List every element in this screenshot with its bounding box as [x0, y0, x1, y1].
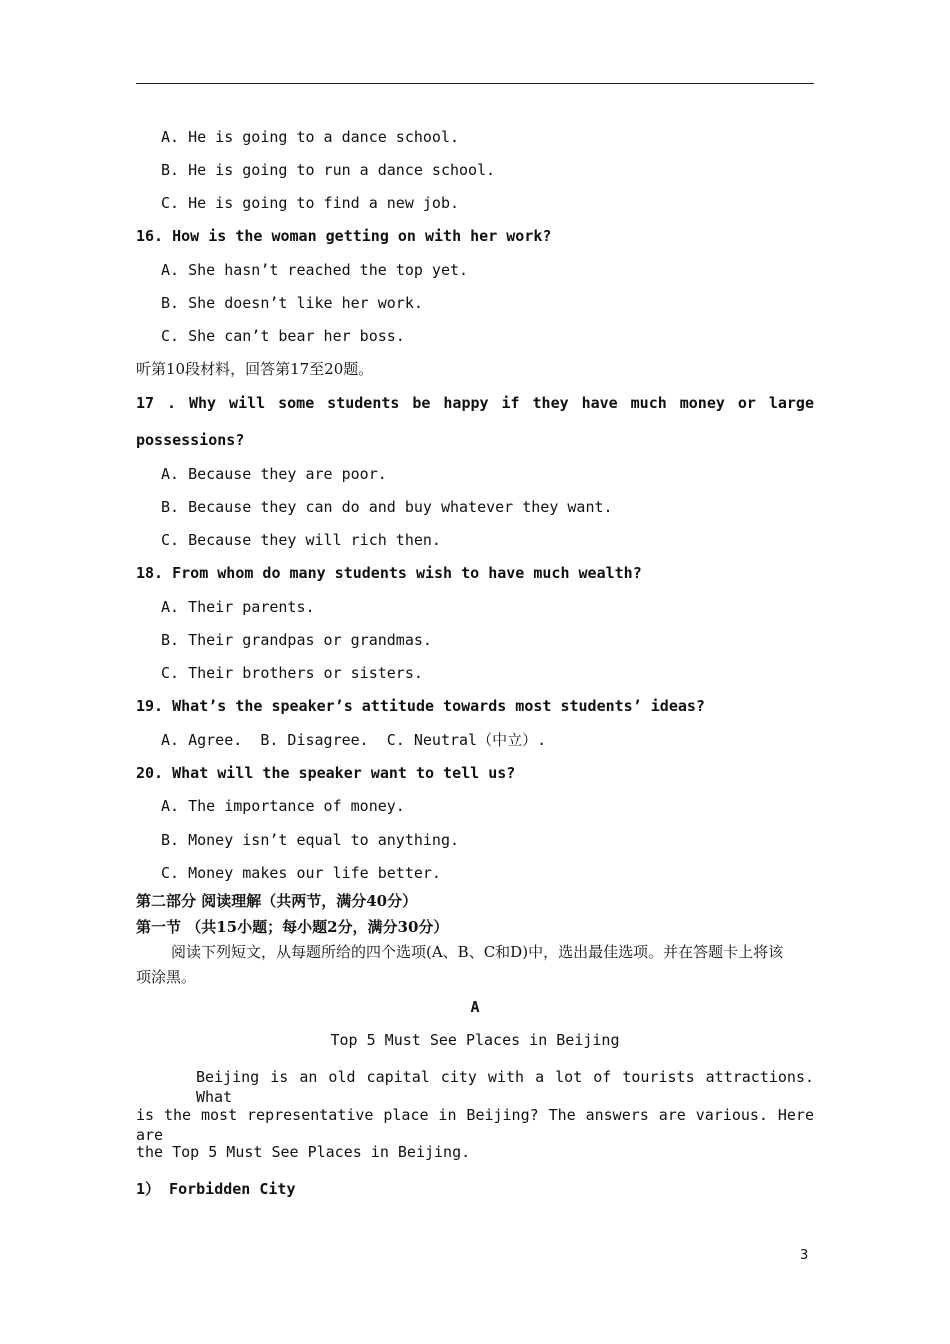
passage-line-2: is the most representative place in Beijing? The answers are various. Here are — [136, 1106, 814, 1144]
section1-heading: 第一节 （共15小题；每小题2分，满分30分） — [136, 918, 449, 936]
q17-stem-line1: 17 . Why will some students be happy if they have much money or large — [136, 394, 814, 412]
header-rule — [136, 83, 814, 84]
q16-option-a: A. She hasn’t reached the top yet. — [161, 261, 469, 279]
passage-line-3: the Top 5 Must See Places in Beijing. — [136, 1143, 471, 1161]
q17-option-b: B. Because they can do and buy whatever they want. — [161, 498, 613, 516]
q15-option-a: A. He is going to a dance school. — [161, 128, 460, 146]
q17-option-a: A. Because they are poor. — [161, 465, 387, 483]
q18-option-c: C. Their brothers or sisters. — [161, 664, 423, 682]
passage-letter: A — [470, 998, 480, 1016]
q18-option-b: B. Their grandpas or grandmas. — [161, 631, 432, 649]
q16-stem: 16. How is the woman getting on with her work? — [136, 227, 552, 245]
q16-option-b: B. She doesn’t like her work. — [161, 294, 423, 312]
q20-option-b: B. Money isn’t equal to anything. — [161, 831, 460, 849]
subheading-forbidden-city: 1） Forbidden City — [136, 1180, 296, 1198]
q20-option-c: C. Money makes our life better. — [161, 864, 441, 882]
listening-instruction: 听第10段材料，回答第17至20题。 — [136, 360, 374, 378]
q15-option-b: B. He is going to run a dance school. — [161, 161, 496, 179]
q19-stem: 19. What’s the speaker’s attitude towards most students’ ideas? — [136, 697, 705, 715]
part2-heading: 第二部分 阅读理解（共两节，满分40分） — [136, 892, 418, 910]
q20-option-a: A. The importance of money. — [161, 797, 405, 815]
reading-instruction-line1: 阅读下列短文，从每题所给的四个选项(A、B、C和D)中，选出最佳选项。并在答题卡上将该 — [171, 943, 784, 961]
q19-options: A. Agree. B. Disagree. C. Neutral（中立）. — [161, 731, 547, 749]
page-number: 3 — [800, 1248, 809, 1263]
q16-option-c: C. She can’t bear her boss. — [161, 327, 405, 345]
q17-option-c: C. Because they will rich then. — [161, 531, 441, 549]
q17-stem-line2: possessions? — [136, 431, 245, 449]
passage-line-1: Beijing is an old capital city with a lot of tourists attractions. What — [196, 1068, 814, 1106]
reading-instruction-line2: 项涂黑。 — [136, 968, 197, 986]
q15-option-c: C. He is going to find a new job. — [161, 194, 460, 212]
q18-option-a: A. Their parents. — [161, 598, 315, 616]
q18-stem: 18. From whom do many students wish to have much wealth? — [136, 564, 642, 582]
q20-stem: 20. What will the speaker want to tell us? — [136, 764, 516, 782]
passage-title: Top 5 Must See Places in Beijing — [330, 1031, 620, 1049]
